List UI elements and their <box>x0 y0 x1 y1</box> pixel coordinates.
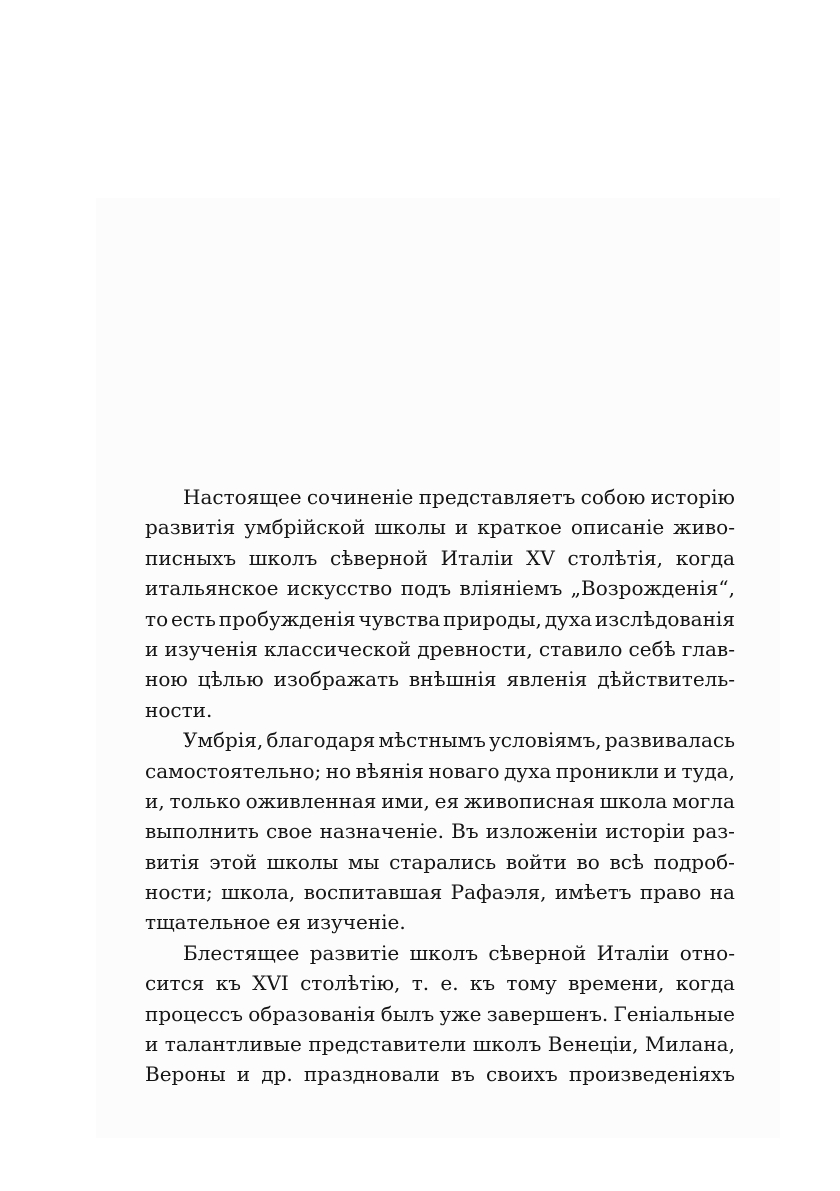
word: мы <box>348 849 380 874</box>
word: свое <box>266 819 313 844</box>
word: школа, <box>221 880 296 905</box>
word: произведеніяхъ <box>568 1062 735 1087</box>
word: завершенъ. <box>486 1001 609 1026</box>
word: развивалась <box>604 728 735 753</box>
word: ея <box>276 910 301 935</box>
word: былъ <box>380 1001 435 1026</box>
word: школы <box>266 849 339 874</box>
word: глав- <box>681 636 735 661</box>
word: самостоятельно; <box>145 758 322 783</box>
word: воспитавшая <box>303 880 443 905</box>
word: Милана, <box>644 1032 735 1057</box>
word: явленія <box>506 667 588 692</box>
word: сится <box>145 971 205 996</box>
word: благодаря <box>266 728 376 753</box>
word: внѣшнія <box>408 667 497 692</box>
word: ности. <box>145 697 213 722</box>
word: ности; <box>145 880 213 905</box>
word: исторію <box>650 485 735 509</box>
text-line <box>145 938 735 968</box>
word: есть <box>170 606 216 631</box>
text-line <box>145 786 735 816</box>
word: школъ <box>472 1032 542 1057</box>
paragraph <box>145 938 735 1090</box>
word: на <box>709 880 735 905</box>
text-line <box>145 1029 735 1059</box>
word: талантливые <box>164 1032 302 1057</box>
word: имѣетъ <box>554 880 632 905</box>
word: т. <box>411 971 430 996</box>
word: и, <box>145 788 165 813</box>
text-line <box>145 634 735 664</box>
word: краткое <box>477 515 562 540</box>
word: е. <box>440 971 459 996</box>
word: школа <box>599 788 668 813</box>
word: къ <box>215 971 241 996</box>
word: развитія <box>145 515 236 540</box>
text-line <box>145 573 735 603</box>
word: писныхъ <box>145 545 237 570</box>
word: Геніальные <box>613 1001 735 1026</box>
word: вліяніемъ <box>459 576 563 601</box>
text-line <box>145 999 735 1029</box>
word: духа <box>503 758 552 783</box>
word: Въ <box>451 819 479 844</box>
word: Вероны <box>145 1062 226 1087</box>
word: и <box>454 515 469 540</box>
word: школы <box>374 515 446 540</box>
word: XV <box>526 545 555 570</box>
word: новаго <box>428 758 500 783</box>
text-line <box>145 482 735 512</box>
word: войти <box>505 849 567 874</box>
word: школъ <box>409 940 479 965</box>
word: во <box>576 849 600 874</box>
paragraph <box>145 482 735 725</box>
text-line <box>145 512 735 542</box>
word: всѣ <box>609 849 644 874</box>
text-line <box>145 604 735 634</box>
word: старались <box>389 849 497 874</box>
word: природы, <box>443 606 542 631</box>
word: умбрійской <box>244 515 366 540</box>
word: выполнить <box>145 819 259 844</box>
word: изслѣдованія <box>594 606 735 631</box>
word: себѣ <box>628 636 676 661</box>
word: чувства <box>358 606 441 631</box>
text-line <box>145 756 735 786</box>
word: Рафаэля, <box>450 880 547 905</box>
word: сѣверной <box>488 940 587 965</box>
word: древности, <box>417 636 533 661</box>
word: когда <box>675 971 735 996</box>
word: изученія <box>164 636 258 661</box>
text-line <box>145 907 735 937</box>
word: проникли <box>555 758 660 783</box>
word: XVI <box>252 971 289 996</box>
word: и <box>145 1032 159 1057</box>
word: Венеціи, <box>547 1032 639 1057</box>
text-line <box>145 847 735 877</box>
word: дѣйствитель- <box>597 667 735 692</box>
word: описаніе <box>570 515 665 540</box>
word: витія <box>145 849 200 874</box>
word: „Возрожденія“, <box>570 576 735 601</box>
word: право <box>639 880 702 905</box>
word: Блестящее <box>183 940 300 965</box>
word: мѣстнымъ <box>378 728 486 753</box>
word: изложеніи <box>485 819 599 844</box>
word: этой <box>209 849 257 874</box>
word: др. <box>261 1062 293 1087</box>
word: туда, <box>681 758 735 783</box>
word: Настоящее <box>183 485 302 509</box>
word: своихъ <box>485 1062 558 1087</box>
word: тщательное <box>145 910 271 935</box>
text-line <box>145 695 735 725</box>
word: итальянское <box>145 576 279 601</box>
word: школъ <box>248 545 318 570</box>
word: могла <box>672 788 735 813</box>
word: образованія <box>248 1001 376 1026</box>
text-line <box>145 968 735 998</box>
text-line <box>145 664 735 694</box>
word: сѣверной <box>330 545 428 570</box>
word: классической <box>264 636 412 661</box>
word: времени, <box>568 971 665 996</box>
word: Умбрія, <box>183 728 264 753</box>
word: развитіе <box>309 940 400 965</box>
word: духа <box>544 606 593 631</box>
word: когда <box>675 545 735 570</box>
word: искусство <box>286 576 393 601</box>
word: то <box>145 606 169 631</box>
word: оживленная <box>245 788 377 813</box>
word: отно- <box>679 940 735 965</box>
word: и <box>236 1062 251 1087</box>
word: Италіи <box>596 940 670 965</box>
word: условіямъ, <box>489 728 602 753</box>
word: и <box>145 636 159 661</box>
word: вѣянія <box>355 758 424 783</box>
text-line <box>145 725 735 755</box>
word: исторіи <box>605 819 686 844</box>
word: живописная <box>463 788 595 813</box>
word: живо- <box>673 515 735 540</box>
word: Италіи <box>440 545 514 570</box>
word: процессъ <box>145 1001 243 1026</box>
word: подъ <box>400 576 452 601</box>
word: пробужденія <box>218 606 356 631</box>
word: ною <box>145 667 188 692</box>
word: только <box>169 788 241 813</box>
word: представители <box>308 1032 467 1057</box>
word: цѣлью <box>197 667 264 692</box>
text-line <box>145 543 735 573</box>
text-line <box>145 816 735 846</box>
word: ставило <box>538 636 623 661</box>
word: собою <box>580 485 646 509</box>
word: раз- <box>692 819 735 844</box>
word: столѣтія, <box>567 545 664 570</box>
word: представляетъ <box>418 485 576 509</box>
word: къ <box>469 971 496 996</box>
word: назначеніе. <box>319 819 444 844</box>
word: тому <box>506 971 557 996</box>
word: въ <box>450 1062 475 1087</box>
body-text <box>145 482 735 1090</box>
word: столѣтію, <box>300 971 401 996</box>
text-line <box>145 877 735 907</box>
paragraph <box>145 725 735 938</box>
word: изображать <box>273 667 399 692</box>
word: ея <box>434 788 460 813</box>
word: но <box>325 758 352 783</box>
word: уже <box>439 1001 482 1026</box>
text-line <box>145 1059 735 1089</box>
word: праздновали <box>303 1062 440 1087</box>
word: сочиненіе <box>306 485 414 509</box>
word: и <box>663 758 677 783</box>
word: подроб- <box>653 849 735 874</box>
word: ими, <box>381 788 430 813</box>
word: изученіе. <box>306 910 406 935</box>
